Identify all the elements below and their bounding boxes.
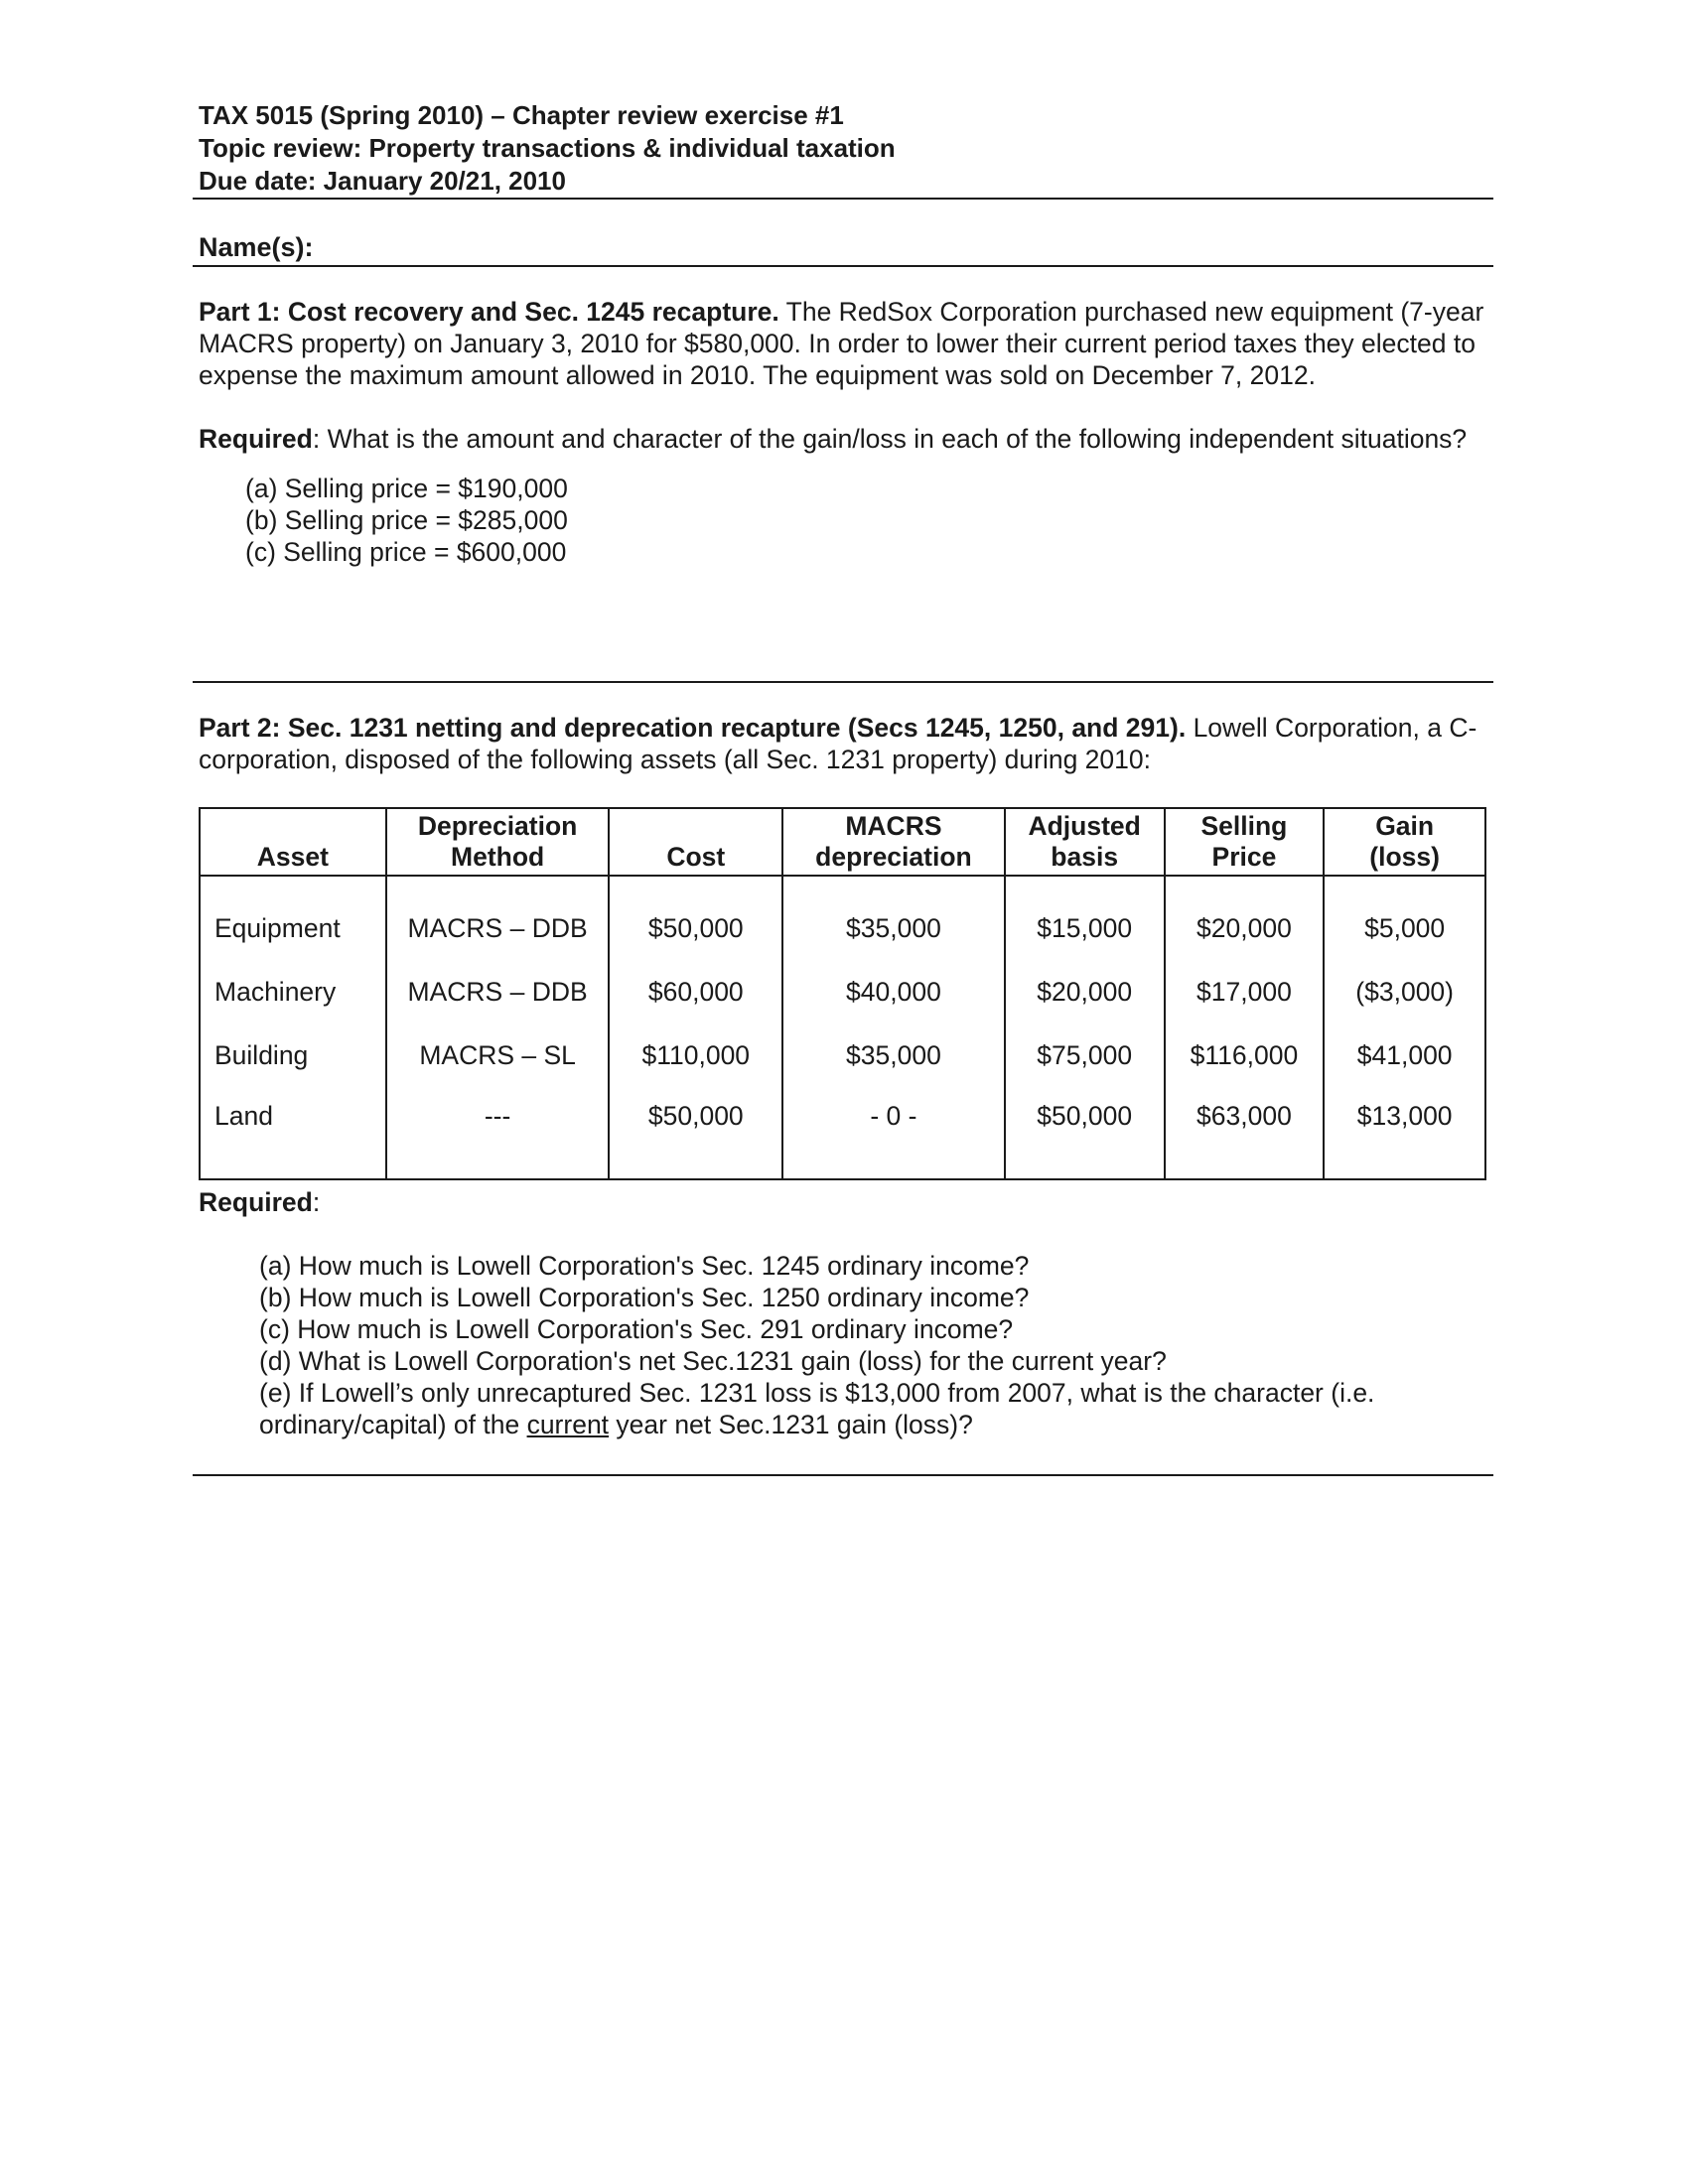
names-label: Name(s): bbox=[199, 232, 314, 262]
cell: $13,000 bbox=[1324, 1087, 1485, 1179]
cell: $20,000 bbox=[1005, 960, 1165, 1024]
part1-divider bbox=[193, 681, 1493, 683]
cell: $50,000 bbox=[1005, 1087, 1165, 1179]
part2-title: Part 2: Sec. 1231 netting and deprecation recapture (Secs 1245, 1250, and 291). bbox=[199, 713, 1187, 743]
cell: $35,000 bbox=[782, 1024, 1005, 1087]
cell: $63,000 bbox=[1165, 1087, 1325, 1179]
part1-items bbox=[199, 473, 1493, 568]
part2-questions bbox=[199, 1250, 1461, 1440]
cell: $75,000 bbox=[1005, 1024, 1165, 1087]
cell: $5,000 bbox=[1324, 876, 1485, 960]
part2-required: Required: bbox=[199, 1187, 321, 1217]
list-item: (d) What is Lowell Corporation's net Sec.1231 gain (loss) for the current year? bbox=[259, 1346, 1167, 1376]
header-asset: Asset bbox=[200, 808, 386, 876]
header-divider bbox=[193, 198, 1493, 200]
part1-required-label: Required bbox=[199, 424, 313, 454]
part1-required bbox=[199, 423, 1493, 455]
cell: Equipment bbox=[200, 876, 386, 960]
due-date-line: Due date: January 20/21, 2010 bbox=[199, 166, 566, 196]
header-block bbox=[199, 99, 1493, 198]
part1-text: The RedSox Corporation purchased new equipment (7-year MACRS property) on January 3, 2010 for $580,000. In order to lower their current period taxes they elected to expense the maximum amount allowed in 2010. The equipment was sold on December 7, 2012. bbox=[199, 297, 1484, 390]
cell: $60,000 bbox=[609, 960, 782, 1024]
cell: MACRS – DDB bbox=[386, 960, 610, 1024]
list-item: (c) How much is Lowell Corporation's Sec. 291 ordinary income? bbox=[259, 1314, 1014, 1344]
part1-required-text: : What is the amount and character of the gain/loss in each of the following independent situations? bbox=[312, 424, 1468, 454]
table-row bbox=[200, 960, 1485, 1024]
cell: --- bbox=[386, 1087, 610, 1179]
cell: Machinery bbox=[200, 960, 386, 1024]
cell: $40,000 bbox=[782, 960, 1005, 1024]
part2-section bbox=[199, 712, 1493, 775]
header-cost: Cost bbox=[609, 808, 782, 876]
header-depreciation-method: Depreciation Method bbox=[386, 808, 610, 876]
cell: Building bbox=[200, 1024, 386, 1087]
table-row bbox=[200, 876, 1485, 960]
cell: $116,000 bbox=[1165, 1024, 1325, 1087]
list-item: (a) How much is Lowell Corporation's Sec. 1245 ordinary income? bbox=[259, 1251, 1030, 1281]
cell: - 0 - bbox=[782, 1087, 1005, 1179]
list-item: (b) How much is Lowell Corporation's Sec. 1250 ordinary income? bbox=[259, 1283, 1030, 1312]
table-row bbox=[200, 1024, 1485, 1087]
topic-line: Topic review: Property transactions & individual taxation bbox=[199, 133, 896, 163]
part1-section bbox=[199, 296, 1493, 568]
part2-required-label: Required bbox=[199, 1187, 313, 1217]
cell: $41,000 bbox=[1324, 1024, 1485, 1087]
part1-title: Part 1: Cost recovery and Sec. 1245 recapture. bbox=[199, 297, 779, 327]
cell: $50,000 bbox=[609, 876, 782, 960]
cell: $17,000 bbox=[1165, 960, 1325, 1024]
underlined-word: current bbox=[526, 1410, 610, 1439]
cell: $15,000 bbox=[1005, 876, 1165, 960]
header-gain-loss: Gain (loss) bbox=[1324, 808, 1485, 876]
cell: MACRS – SL bbox=[386, 1024, 610, 1087]
cell: ($3,000) bbox=[1324, 960, 1485, 1024]
course-title: TAX 5015 (Spring 2010) – Chapter review exercise #1 bbox=[199, 100, 844, 130]
cell: $35,000 bbox=[782, 876, 1005, 960]
header-adjusted-basis: Adjusted basis bbox=[1005, 808, 1165, 876]
list-item: (b) Selling price = $285,000 bbox=[245, 505, 568, 535]
cell: MACRS – DDB bbox=[386, 876, 610, 960]
part1-paragraph bbox=[199, 296, 1493, 391]
cell: $20,000 bbox=[1165, 876, 1325, 960]
cell: $50,000 bbox=[609, 1087, 782, 1179]
asset-table bbox=[199, 807, 1486, 1180]
cell: Land bbox=[200, 1087, 386, 1179]
list-item: (a) Selling price = $190,000 bbox=[245, 474, 568, 503]
part2-paragraph bbox=[199, 712, 1493, 775]
cell: $110,000 bbox=[609, 1024, 782, 1087]
table-header-row bbox=[200, 808, 1485, 876]
part2-required-section bbox=[199, 1186, 1493, 1440]
list-item: (c) Selling price = $600,000 bbox=[245, 537, 567, 567]
footer-divider bbox=[193, 1474, 1493, 1476]
table-row bbox=[200, 1087, 1485, 1179]
header-selling-price: Selling Price bbox=[1165, 808, 1325, 876]
list-item: (e) If Lowell’s only unrecaptured Sec. 1231 loss is $13,000 from 2007, what is the character (i.e. ordinary/capital) of the current year net Sec.1231 gain (loss)? bbox=[259, 1378, 1375, 1439]
part2-text: Lowell Corporation, a C-corporation, disposed of the following assets (all Sec. 1231 property) during 2010: bbox=[199, 713, 1477, 774]
header-macrs-depreciation: MACRS depreciation bbox=[782, 808, 1005, 876]
names-divider bbox=[193, 265, 1493, 267]
